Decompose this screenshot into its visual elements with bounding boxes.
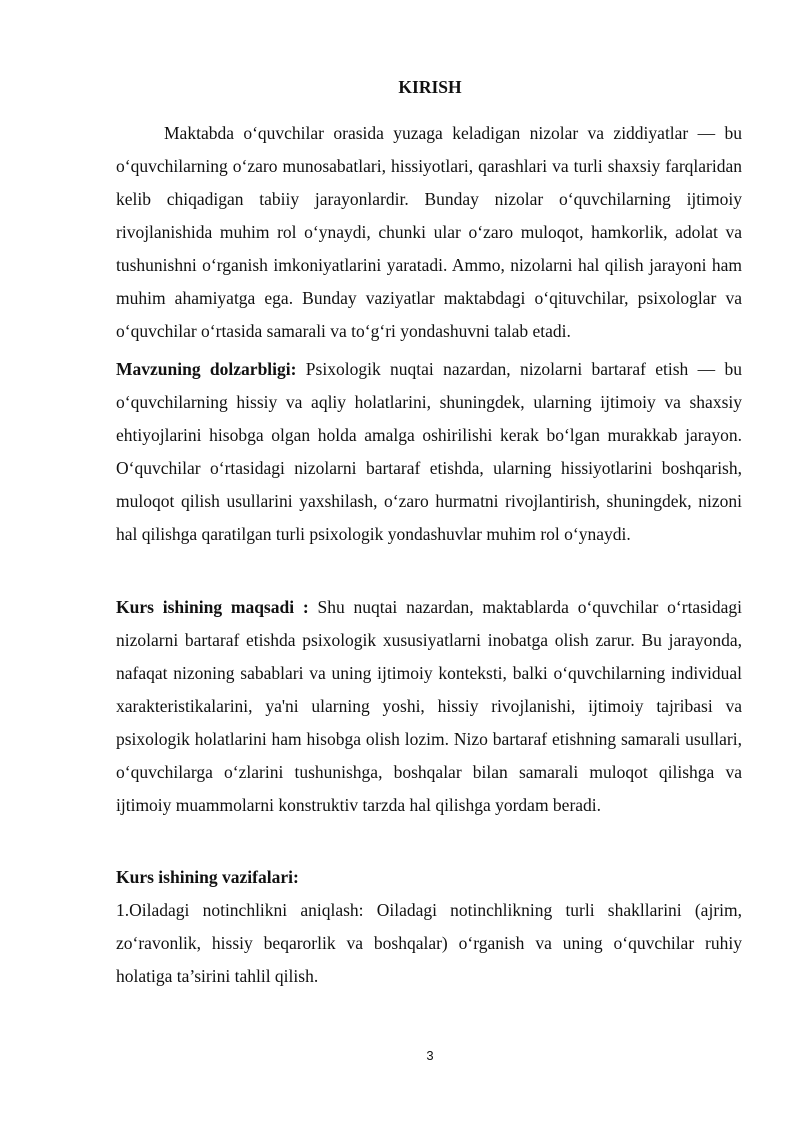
- page-title: KIRISH: [398, 77, 462, 97]
- purpose-label: Kurs ishining maqsadi :: [116, 597, 309, 617]
- intro-paragraph: Maktabda o‘quvchilar orasida yuzaga keladigan nizolar va ziddiyatlar — bu o‘quvchilarning o‘zaro munosabatlari, hissiyotlari, qarashlari va turli shaxsiy farqlaridan kelib chiqadigan tabiiy jarayonlardir. Bunday nizolar o‘quvchilarning ijtimoiy rivojlanishida muhim rol o‘ynaydi, chunki ular o‘zaro muloqot, hamkorlik, adolat va tushunishni o‘rganish imkoniyatlarini yaratadi. Ammo, nizolarni hal qilish jarayoni ham muhim ahamiyatga ega. Bunday vaziyatlar maktabdagi o‘qituvchilar, psixologlar va o‘quvchilar o‘rtasida samarali va to‘g‘ri yondashuvni talab etadi.: [116, 123, 742, 341]
- relevance-text: Psixologik nuqtai nazardan, nizolarni bartaraf etish — bu o‘quvchilarning hissiy va aqliy holatlarini, shuningdek, ularning ijtimoiy va shaxsiy ehtiyojlarini hisobga olgan holda amalga oshirilishi kerak bo‘lgan murakkab jarayon. O‘quvchilar o‘rtasidagi nizolarni bartaraf etishda, ularning hissiyotlarini boshqarish, muloqot qilish usullarini yaxshilash, o‘zaro hurmatni rivojlantirish, shuningdek, nizoni hal qilishga qaratilgan turli psixologik yondashuvlar muhim rol o‘ynaydi.: [116, 359, 742, 544]
- page-number: 3: [426, 1048, 434, 1063]
- purpose-paragraph: [116, 591, 742, 822]
- tasks-item-1: 1.Oiladagi notinchlikni aniqlash: Oiladagi notinchlikning turli shakllarini (ajrim, zo‘ravonlik, hissiy beqarorlik va boshqalar) o‘rganish va uning o‘quvchilar ruhiy holatiga ta’sirini tahlil qilish.: [116, 900, 742, 986]
- relevance-paragraph: [116, 353, 742, 551]
- purpose-text: Shu nuqtai nazardan, maktablarda o‘quvchilar o‘rtasidagi nizolarni bartaraf etishda psixologik xususiyatlarni inobatga olish zarur. Bu jarayonda, nafaqat nizoning sabablari va uning ijtimoiy konteksti, balki o‘quvchilarning individual xarakteristikalarini, ya'ni ularning yoshi, hissiy rivojlanishi, ijtimoiy tajribasi va psixologik holatlarini ham hisobga olish lozim. Nizo bartaraf etishning samarali usullari, o‘quvchilarga o‘zlarini tushunishga, boshqalar bilan samarali muloqot qilishga va ijtimoiy muammolarni konstruktiv tarzda hal qilishga yordam beradi.: [116, 597, 743, 815]
- tasks-heading: Kurs ishining vazifalari:: [116, 867, 299, 887]
- relevance-label: Mavzuning dolzarbligi:: [116, 359, 297, 379]
